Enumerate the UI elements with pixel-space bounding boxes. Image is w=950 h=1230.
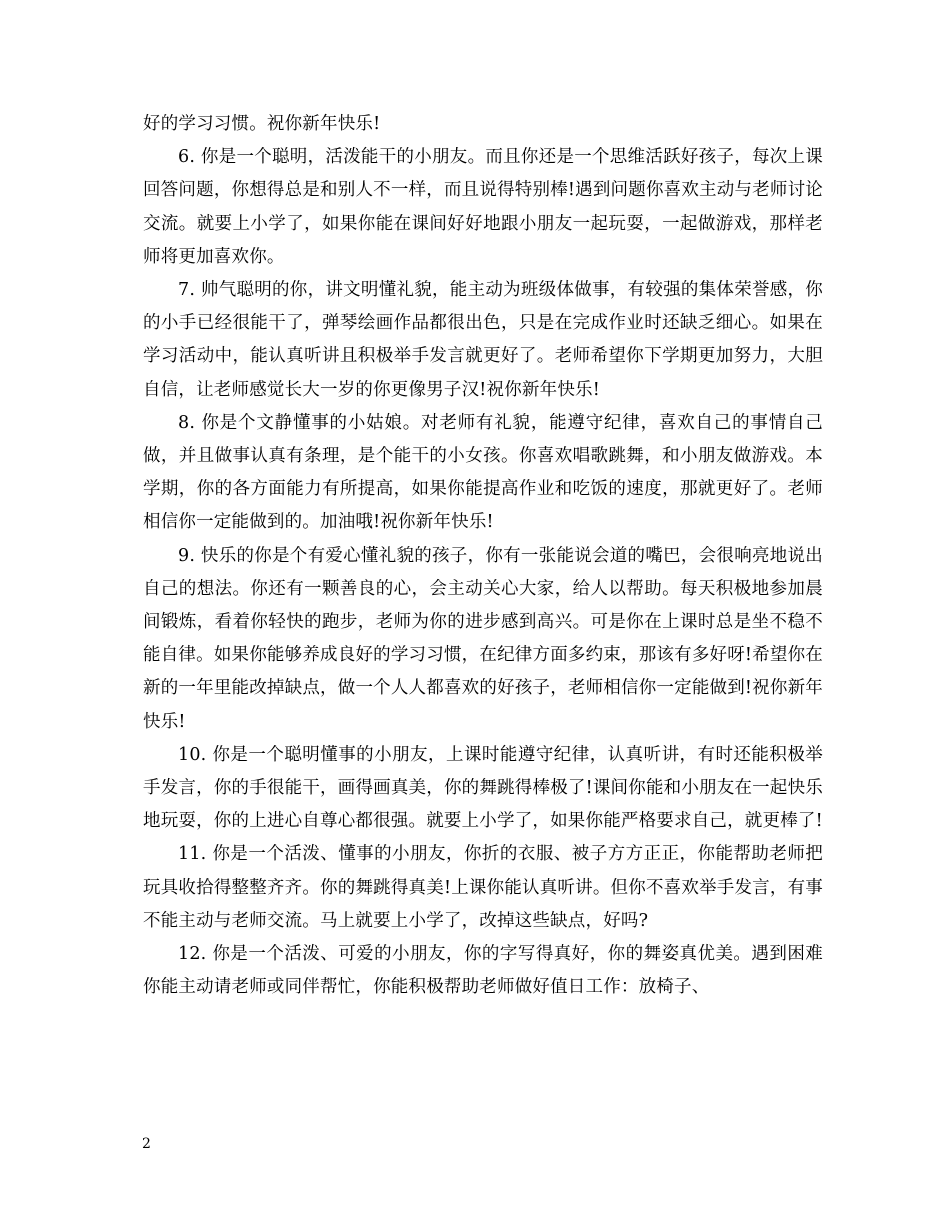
paragraph-9: 9. 快乐的你是个有爱心懂礼貌的孩子，你有一张能说会道的嘴巴，会很响亮地说出自己的想法。你还有一颗善良的心，会主动关心大家，给人以帮助。每天积极地参加晨间锻炼，看着你轻快的跑步，老师为你的进步感到高兴。可是你在上课时总是坐不稳不能自律。如果你能够养成良好的学习习惯，在纪律方面多约束，那该有多好呀!希望你在新的一年里能改掉缺点，做一个人人都喜欢的好孩子，老师相信你一定能做到!祝你新年快乐! [143,545,823,732]
document-body [143,108,823,1004]
paragraph-7: 7. 帅气聪明的你，讲文明懂礼貌，能主动为班级体做事，有较强的集体荣誉感，你的小手已经很能干了，弹琴绘画作品都很出色，只是在完成作业时还缺乏细心。如果在学习活动中，能认真听讲且积极举手发言就更好了。老师希望你下学期更加努力，大胆自信，让老师感觉长大一岁的你更像男子汉!祝你新年快乐! [143,280,823,400]
page-number: 2 [142,1136,151,1152]
paragraph-6: 6. 你是一个聪明，活泼能干的小朋友。而且你还是一个思维活跃好孩子，每次上课回答问题，你想得总是和别人不一样，而且说得特别棒!遇到问题你喜欢主动与老师讨论交流。就要上小学了，如果你能在课间好好地跟小朋友一起玩耍，一起做游戏，那样老师将更加喜欢你。 [143,147,823,267]
paragraph-continued: 好的学习习惯。祝你新年快乐! [143,114,381,134]
paragraph-10: 10. 你是一个聪明懂事的小朋友，上课时能遵守纪律，认真听讲，有时还能积极举手发言，你的手很能干，画得画真美，你的舞跳得棒极了!课间你能和小朋友在一起快乐地玩耍，你的上进心自尊心都很强。就要上小学了，如果你能严格要求自己，就更棒了! [143,744,823,832]
paragraph-8: 8. 你是个文静懂事的小姑娘。对老师有礼貌，能遵守纪律，喜欢自己的事情自己做，并且做事认真有条理，是个能干的小女孩。你喜欢唱歌跳舞，和小朋友做游戏。本学期，你的各方面能力有所提高，如果你能提高作业和吃饭的速度，那就更好了。老师相信你一定能做到的。加油哦!祝你新年快乐! [143,412,823,533]
paragraph-12: 12. 你是一个活泼、可爱的小朋友，你的字写得真好，你的舞姿真优美。遇到困难你能主动请老师或同伴帮忙，你能积极帮助老师做好值日工作：放椅子、 [143,944,823,998]
paragraph-11: 11. 你是一个活泼、懂事的小朋友，你折的衣服、被子方方正正，你能帮助老师把玩具收拾得整整齐齐。你的舞跳得真美!上课你能认真听讲。但你不喜欢举手发言，有事不能主动与老师交流。马上就要上小学了，改掉这些缺点，好吗? [143,844,823,931]
